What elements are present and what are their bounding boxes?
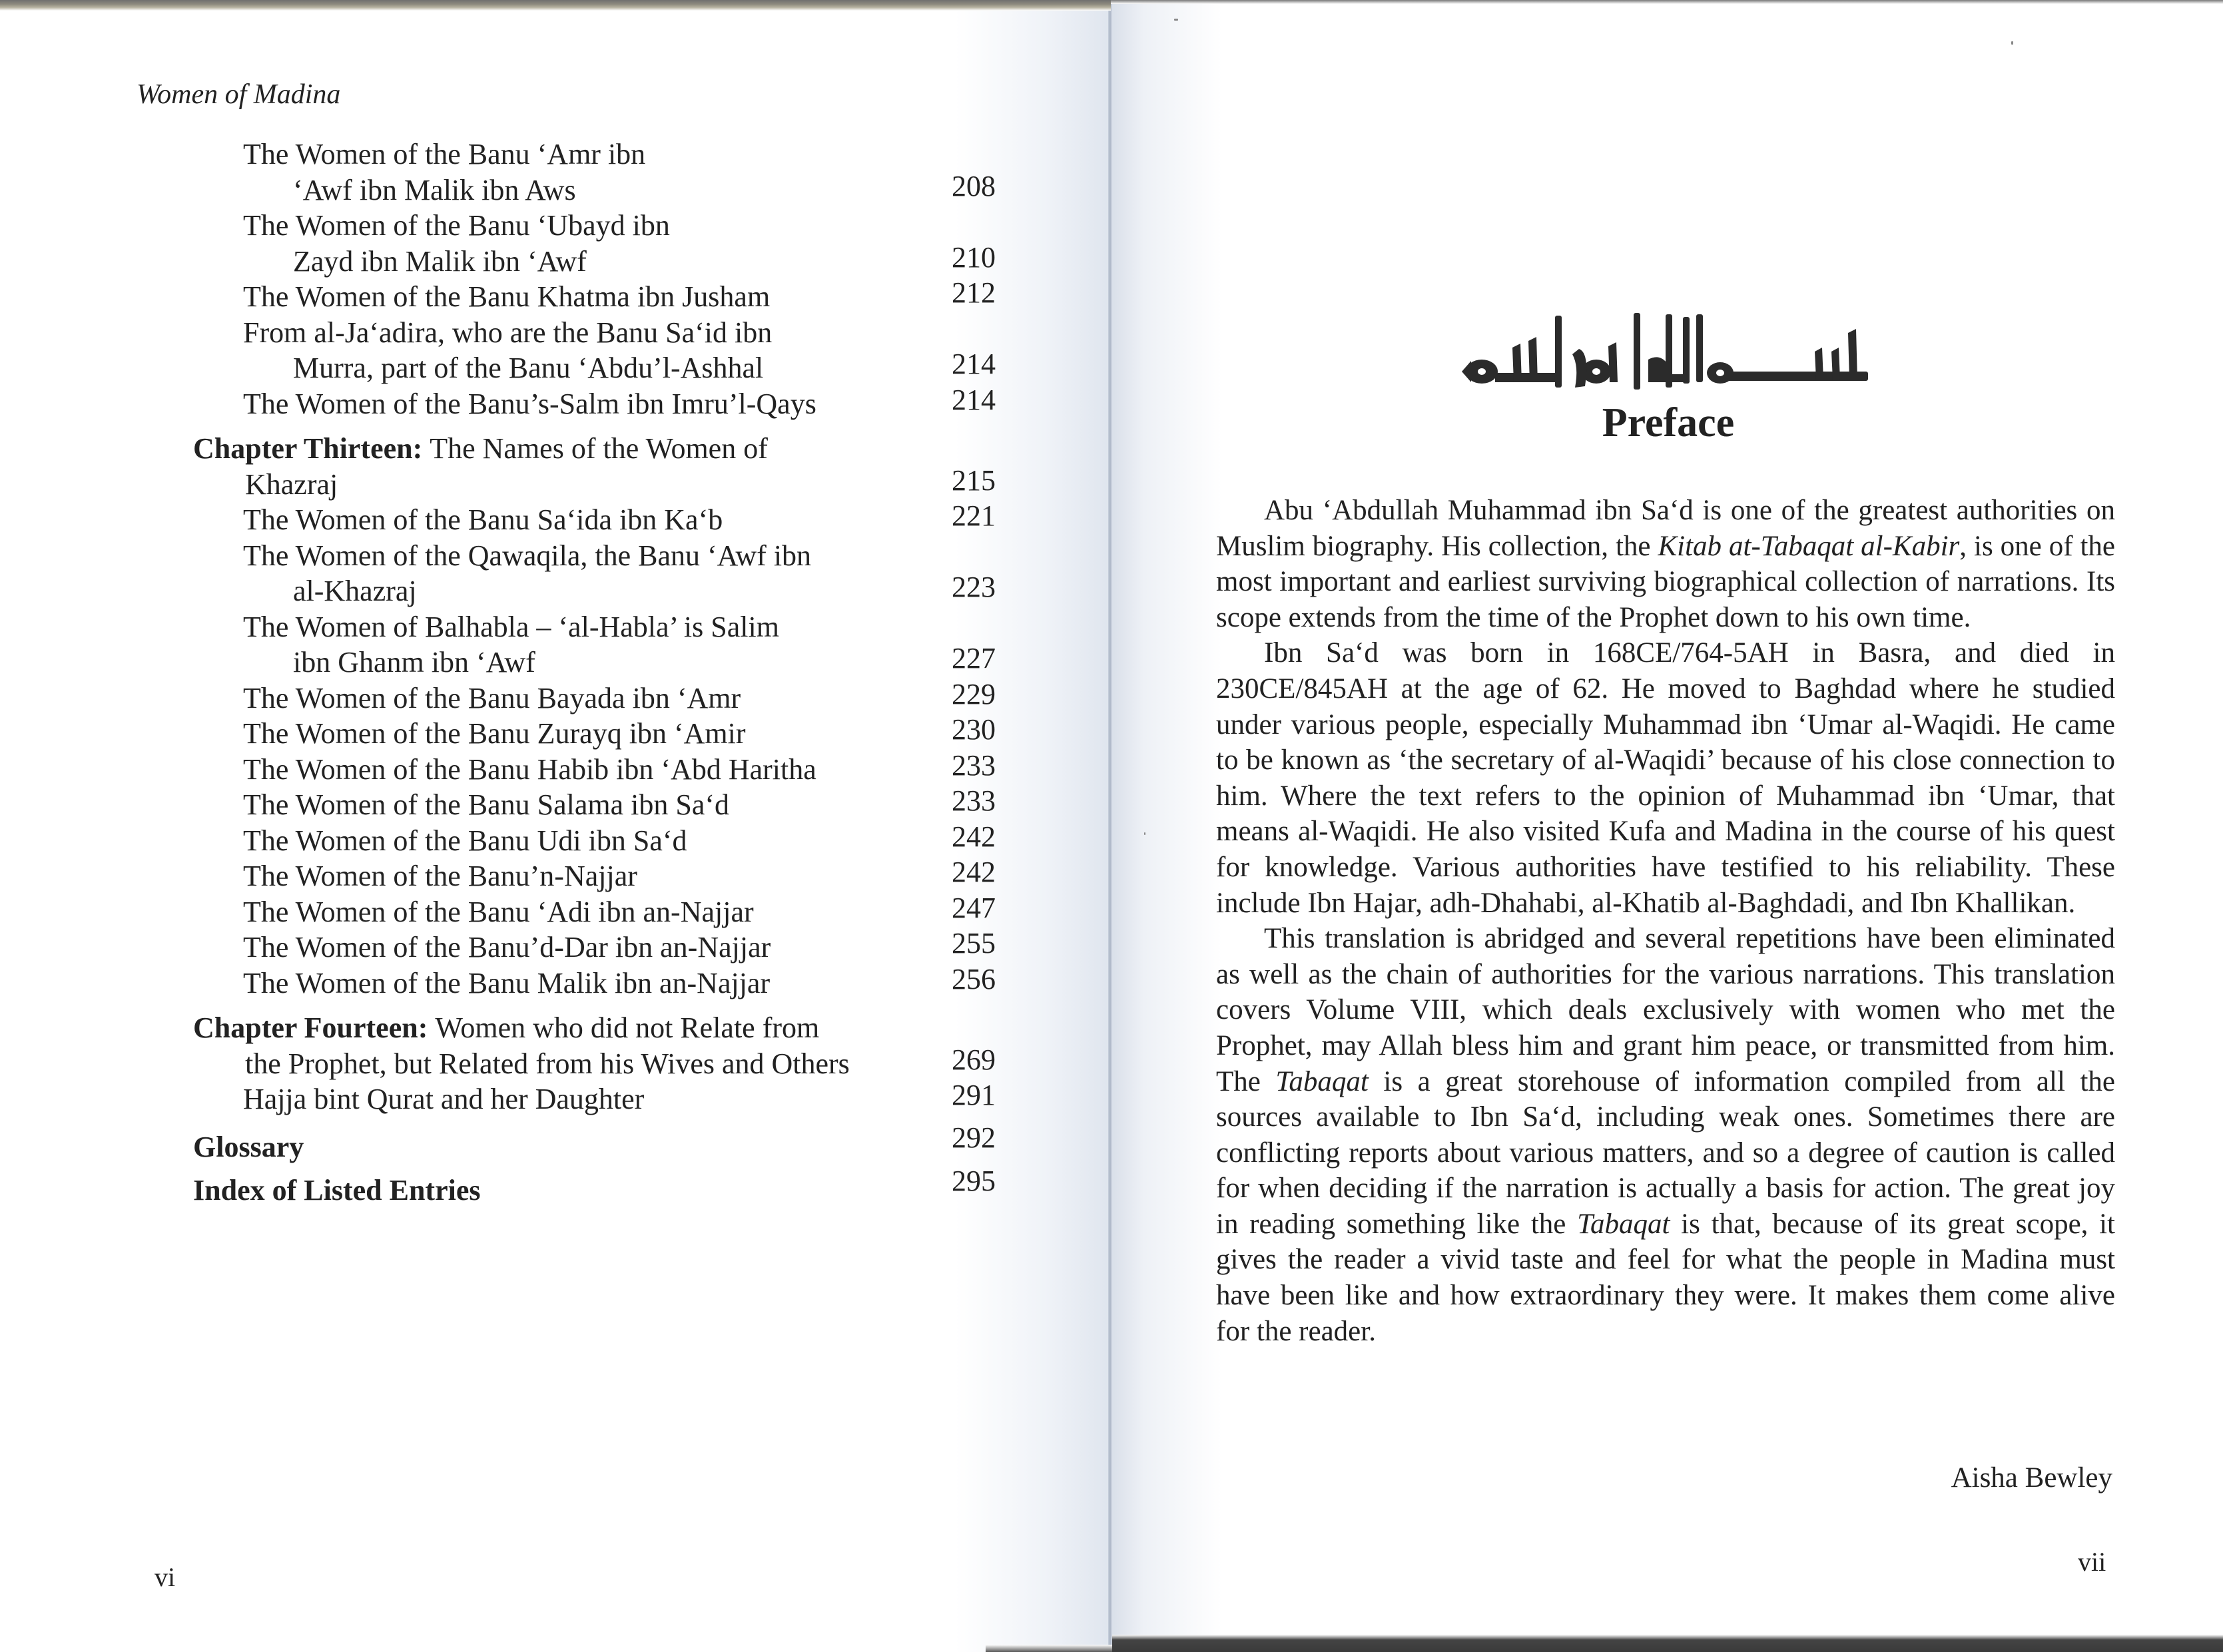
toc-chapter-label: Chapter Thirteen: [193,432,430,465]
toc-page-number: 229 [952,677,996,710]
toc-entry-text: The Women of the Banu Khatma ibn Jusham [243,280,771,313]
toc-page-number: 215 [952,463,996,497]
toc-chapter-label: Chapter Fourteen: [193,1011,436,1044]
toc-entry-text: Zayd ibn Malik ibn ‘Awf [293,244,587,278]
toc-entry-text: The Women of the Banu Zurayq ibn ‘Amir [243,717,746,750]
toc-chapter-label: Glossary [193,1130,304,1163]
toc-page-number: 210 [952,240,996,274]
toc-page-number: 212 [952,276,996,309]
toc-page-number: 233 [952,748,996,782]
toc-entry-text: The Women of the Banu’n-Najjar [243,860,637,892]
toc-page-number: 208 [952,169,996,202]
running-head: Women of Madina [137,79,341,110]
toc-page-number: 227 [952,642,996,675]
toc-page-number: 291 [952,1079,996,1111]
page-top-edge-shadow-right [1111,0,2223,4]
toc-entry-text: al-Khazraj [293,575,417,607]
page-bottom-edge-shadow-left [986,1645,1112,1652]
toc-entry-text: The Women of the Banu Sa‘ida ibn Ka‘b [243,503,723,536]
toc-entry-text: The Women of the Banu Malik ibn an-Najjar [243,966,771,999]
toc-entry-text: Murra, part of the Banu ‘Abdu’l-Ashhal [293,352,764,384]
toc-entry-text [193,1176,480,1205]
toc-entry-text [193,1130,304,1163]
left-page [0,0,1111,1652]
scan-speck [2011,41,2013,45]
page-number-left: vi [155,1562,176,1592]
toc-entry-text: The Women of Balhabla – ‘al-Habla’ is Salim [243,610,779,643]
toc-page-number: 214 [952,383,996,416]
toc-page-number: 269 [952,1043,996,1076]
toc-page-number: 242 [952,820,996,853]
toc-entry-text: The Women of the Banu’d-Dar ibn an-Najjar [243,931,771,964]
toc-page-number: 295 [952,1165,996,1197]
toc-entry-text: The Women of the Banu Bayada ibn ‘Amr [243,681,741,714]
scan-speck [1144,832,1145,835]
toc-entry-text: The Women of the Banu ‘Amr ibn [243,138,646,170]
book-gutter [1108,0,1112,1652]
preface-title: Preface [1602,400,1735,445]
preface-paragraph: This translation is abridged and several repetitions have been eliminated as well as the chain of authorities for the various narrations. This translation covers Volume VIII, which deals exclusively with women who met the Prophet, may Allah bless him and grant him peace, or transmitted from him. The Tabaqat is a great storehouse of information compiled from all the sources available to Ibn Sa‘d, including weak ones. Sometimes there are conflicting reports about various matters, and so a degree of caution is called for when deciding if the narration is actually a basis for action. The great joy in reading something like the Tabaqat is that, because of its great scope, it gives the reader a vivid taste and feel for what the people in Madina must have been like and how extraordinary they were. It makes them come alive for the reader. [1216,923,2116,1347]
toc-page-number: 247 [952,891,996,924]
toc-page-number: 292 [952,1121,996,1154]
toc-chapter-label: Index of Listed Entries [193,1174,481,1207]
toc-entry-text: Chapter Thirteen: The Names of the Women of [193,432,768,465]
toc-entry-text: The Women of the Qawaqila, the Banu ‘Awf ibn [243,539,812,572]
preface-paragraph: Ibn Sa‘d was born in 168CE/764-5AH in Basra, and died in 230CE/845AH at the age of 62. He moved to Baghdad where he studied under various people, especially Muhammad ibn ‘Umar al-Waqidi. He came to be known as ‘the secretary of al-Waqidi’ because of his close connection to him. Where the text refers to the opinion of Muhammad ibn ‘Umar, that means al-Waqidi. He also visited Kufa and Madina in the course of his quest for knowledge. Various authorities have testified to his reliability. These include Ibn Hajar, adh-Dhahabi, al-Khatib al-Baghdadi, and Ibn Khallikan. [1216,637,2115,919]
toc-entry-text: The Women of the Banu Habib ibn ‘Abd Haritha [243,752,816,786]
preface-paragraph: Abu ‘Abdullah Muhammad ibn Sa‘d is one of the greatest authorities on Muslim biography. His collection, the Kitab at-Tabaqat al-Kabir, is one of the most important and earliest surviving biographical collection of narrations. Its scope extends from the time of the Prophet down to his own time. [1216,495,2115,633]
toc-entry-text: ibn Ghanm ibn ‘Awf [293,646,535,679]
toc-page-number: 214 [952,348,996,380]
toc-entry-text: Hajja bint Qurat and her Daughter [243,1083,645,1115]
page-number-right: vii [2078,1547,2106,1577]
toc-entry-text: ‘Awf ibn Malik ibn Aws [293,173,576,206]
toc-entry-text: Chapter Fourteen: Women who did not Relate from [193,1011,820,1044]
toc-page-number: 223 [952,571,996,603]
author-signature: Aisha Bewley [1951,1462,2112,1494]
toc-entry-text: The Women of the Banu’s-Salm ibn Imru’l-Qays [243,387,816,420]
toc-page-number: 255 [952,927,996,960]
toc-entry-text: Khazraj [245,467,338,501]
toc-entry-text: From al-Ja‘adira, who are the Banu Sa‘id ibn [243,316,773,349]
page-bottom-edge-shadow [1112,1635,2223,1652]
toc-entry-text: the Prophet, but Related from his Wives and Others [245,1047,850,1080]
toc-entry-text: The Women of the Banu Salama ibn Sa‘d [243,788,730,821]
scan-speck [1174,19,1178,21]
bismillah-calligraphy-icon [1448,313,1875,393]
toc-entry-text: The Women of the Banu ‘Adi ibn an-Najjar [243,895,754,928]
toc-page-number: 242 [952,856,996,888]
toc-page-number: 221 [952,499,996,532]
toc-page-number: 256 [952,962,996,995]
toc-page-number: 230 [952,713,996,746]
toc-entry-text: The Women of the Banu ‘Ubayd ibn [243,209,670,242]
preface-body [1216,493,2115,1349]
page-top-edge-shadow [0,0,1111,11]
toc-entry-text: The Women of the Banu Udi ibn Sa‘d [243,824,687,857]
toc-page-number: 233 [952,784,996,817]
